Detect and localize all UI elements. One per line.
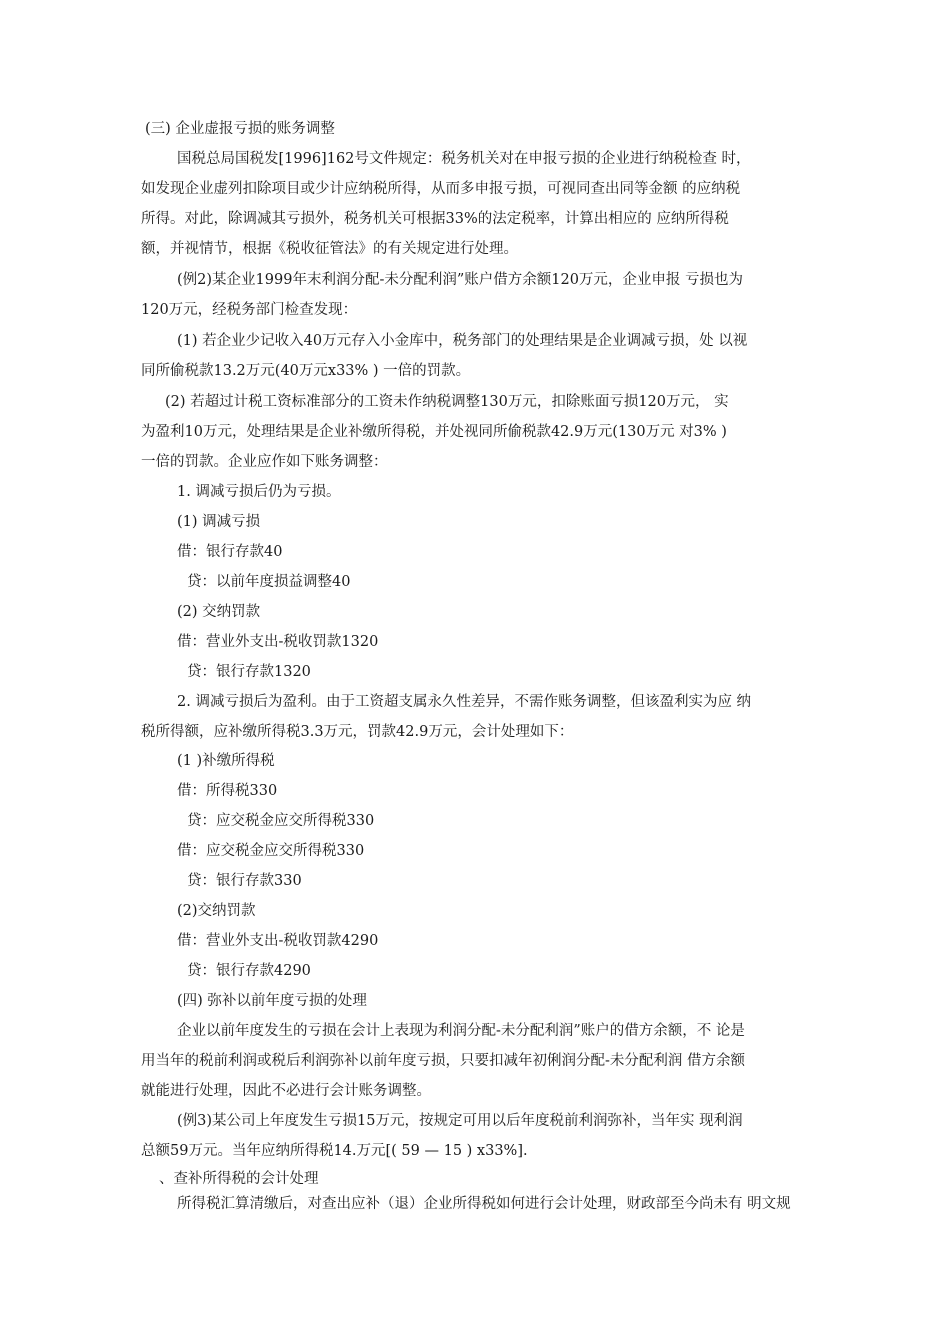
step-2-line: 税所得额，应补缴所得税3.3万元，罚款42.9万元，会计处理如下： xyxy=(141,724,574,740)
case-2-line: 为盈利10万元，处理结果是企业补缴所得税，并处视同所偷税款42.9万元(130万元 对3% ) xyxy=(141,424,727,440)
journal-credit: 贷：银行存款1320 xyxy=(187,664,311,680)
journal-debit: 借：营业外支出-税收罚款1320 xyxy=(177,634,379,650)
example-2-line: 120万元，经税务部门检查发现： xyxy=(141,302,358,318)
paragraph-line: 国税总局国税发[1996]162号文件规定：税务机关对在申报亏损的企业进行纳税检查 时， xyxy=(177,151,751,167)
example-3-line: (例3)某公司上年度发生亏损15万元，按规定可用以后年度税前利润弥补，当年实 现利润 xyxy=(177,1113,743,1129)
entry-heading: (2)交纳罚款 xyxy=(177,903,256,919)
journal-debit: 借：所得税330 xyxy=(177,783,278,799)
journal-debit: 借：银行存款40 xyxy=(177,544,283,560)
journal-debit: 借：营业外支出-税收罚款4290 xyxy=(177,933,379,949)
case-1-line: (1) 若企业少记收入40万元存入小金库中，税务部门的处理结果是企业调减亏损，处 以视 xyxy=(177,333,748,349)
section-heading-3: (三) 企业虚报亏损的账务调整 xyxy=(145,121,335,137)
entry-heading: (2) 交纳罚款 xyxy=(177,604,261,620)
example-2-line: (例2)某企业1999年末利润分配-未分配利润”账户借方余额120万元，企业申报 亏损也为 xyxy=(177,272,744,288)
journal-credit: 贷：应交税金应交所得税330 xyxy=(187,813,375,829)
example-3-line: 总额59万元。当年应纳所得税14.万元[( 59 — 15 ) x33%]. xyxy=(141,1143,528,1159)
entry-heading: (1 )补缴所得税 xyxy=(177,753,275,769)
section-heading: 、查补所得税的会计处理 xyxy=(159,1171,319,1187)
paragraph-line: 用当年的税前利润或税后利润弥补以前年度亏损，只要扣减年初俐润分配-未分配利润 借方余额 xyxy=(141,1053,746,1069)
paragraph-line: 所得税汇算清缴后，对查出应补（退）企业所得税如何进行会计处理，财政部至今尚未有 明文规 xyxy=(177,1196,791,1212)
step-2-line: 2. 调减亏损后为盈利。由于工资超支属永久性差异，不需作账务调整，但该盈利实为应 纳 xyxy=(177,694,752,710)
paragraph-line: 就能进行处理，因此不必进行会计账务调整。 xyxy=(141,1083,431,1099)
entry-heading: (1) 调减亏损 xyxy=(177,514,261,530)
journal-credit: 贷：以前年度损益调整40 xyxy=(187,574,351,590)
case-2-line: (2) 若超过计税工资标准部分的工资未作纳税调整130万元，扣除账面亏损120万元， 实 xyxy=(165,394,729,410)
journal-credit: 贷：银行存款330 xyxy=(187,873,302,889)
case-1-line: 同所偷税款13.2万元(40万元x33% ) 一倍的罚款。 xyxy=(141,363,471,379)
paragraph-line: 所得。对此，除调减其亏损外，税务机关可根据33%的法定税率，计算出相应的 应纳所得税 xyxy=(141,211,729,227)
paragraph-line: 额，并视情节，根据《税收征管法》的有关规定进行处理。 xyxy=(141,241,518,257)
journal-debit: 借：应交税金应交所得税330 xyxy=(177,843,365,859)
journal-credit: 贷：银行存款4290 xyxy=(187,963,311,979)
paragraph-line: 如发现企业虚列扣除项目或少计应纳税所得，从而多申报亏损，可视同查出同等金额 的应纳税 xyxy=(141,181,741,197)
section-heading-4: (四) 弥补以前年度亏损的处理 xyxy=(177,993,367,1009)
step-1-heading: 1. 调减亏损后仍为亏损。 xyxy=(177,484,341,500)
case-2-line: 一倍的罚款。企业应作如下账务调整： xyxy=(141,454,388,470)
paragraph-line: 企业以前年度发生的亏损在会计上表现为利润分配-未分配利润”账户的借方余额，不 论是 xyxy=(177,1023,745,1039)
